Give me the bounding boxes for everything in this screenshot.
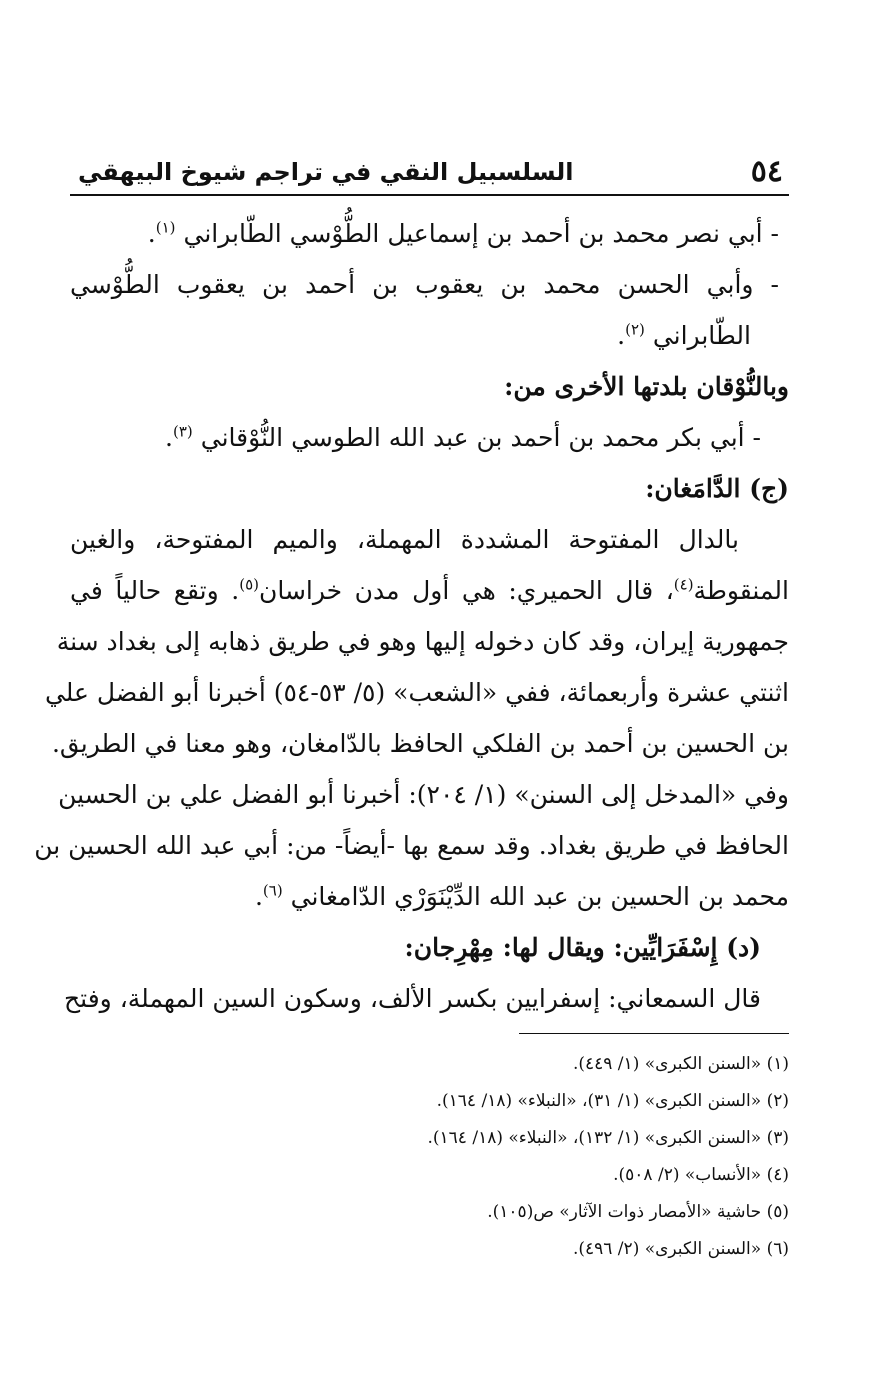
text-line: قال السمعاني: إسفرايين بكسر الألف، وسكون السين المهملة، وفتح — [64, 984, 761, 1013]
section-heading: (د) إِسْفَرَايِّين: ويقال لها: مِهْرِجان: — [404, 933, 761, 962]
footnote: (٦) «السنن الكبرى» (٢/ ٤٩٦). — [572, 1239, 789, 1259]
footnote-separator — [519, 1033, 789, 1034]
footnote: (١) «السنن الكبرى» (١/ ٤٤٩). — [572, 1054, 789, 1074]
section-heading: (ج) الدَّامَغان: — [645, 474, 789, 503]
text-line: المنقوطة$^{(٤)}$، قال الحميري: هي أول مدن خراسان$^{(٥)}$. وتقع حالياً في — [70, 575, 789, 605]
text-line: محمد بن الحسين بن عبد الله الدِّيْنَوَرْي الدّامغاني $^{(٦)}$. — [254, 881, 789, 911]
page-header — [70, 150, 789, 196]
footnote: (٣) «السنن الكبرى» (١/ ١٣٢)، «النبلاء» (١٨/ ١٦٤). — [427, 1128, 789, 1148]
text-line: بالدال المفتوحة المشددة المهملة، والميم المفتوحة، والغين — [70, 525, 739, 554]
text-line: وبالنُّوْقان بلدتها الأخرى من: — [504, 372, 789, 401]
text-line: جمهورية إيران، وقد كان دخوله إليها وهو في طريق ذهابه إلى بغداد سنة — [56, 627, 789, 656]
text-line: - أبي نصر محمد بن أحمد بن إسماعيل الطُّوْسي الطّابراني $^{(١)}$. — [147, 218, 779, 248]
text-line: بن الحسين بن أحمد بن الفلكي الحافظ بالدّامغان، وهو معنا في الطريق. — [51, 729, 789, 758]
running-title: السلسبيل النقي في تراجم شيوخ البيهقي — [78, 158, 574, 186]
book-page — [34, 0, 789, 1384]
main-text — [34, 208, 789, 1024]
text-line: الحافظ في طريق بغداد. وقد سمع بها -أيضاً- من: أبي عبد الله الحسين بن — [34, 831, 789, 860]
text-line: الطّابراني $^{(٢)}$. — [617, 320, 751, 350]
text-line: - وأبي الحسن محمد بن يعقوب بن أحمد بن يعقوب الطُّوْسي — [70, 270, 779, 299]
footnote: (٤) «الأنساب» (٢/ ٥٠٨). — [613, 1165, 789, 1185]
footnotes — [70, 1046, 789, 1268]
footnote: (٢) «السنن الكبرى» (١/ ٣١)، «النبلاء» (١٨/ ١٦٤). — [436, 1091, 789, 1111]
page-number: ٥٤ — [750, 154, 783, 189]
text-line: - أبي بكر محمد بن أحمد بن عبد الله الطوسي النُّوْقاني $^{(٣)}$. — [165, 422, 761, 452]
text-line: اثنتي عشرة وأربعمائة، ففي «الشعب» (٥/ ٥٣-٥٤) أخبرنا أبو الفضل علي — [44, 678, 789, 707]
footnote: (٥) حاشية «الأمصار ذوات الآثار» ص(١٠٥). — [487, 1202, 789, 1222]
text-line: وفي «المدخل إلى السنن» (١/ ٢٠٤): أخبرنا أبو الفضل علي بن الحسين — [58, 780, 789, 809]
